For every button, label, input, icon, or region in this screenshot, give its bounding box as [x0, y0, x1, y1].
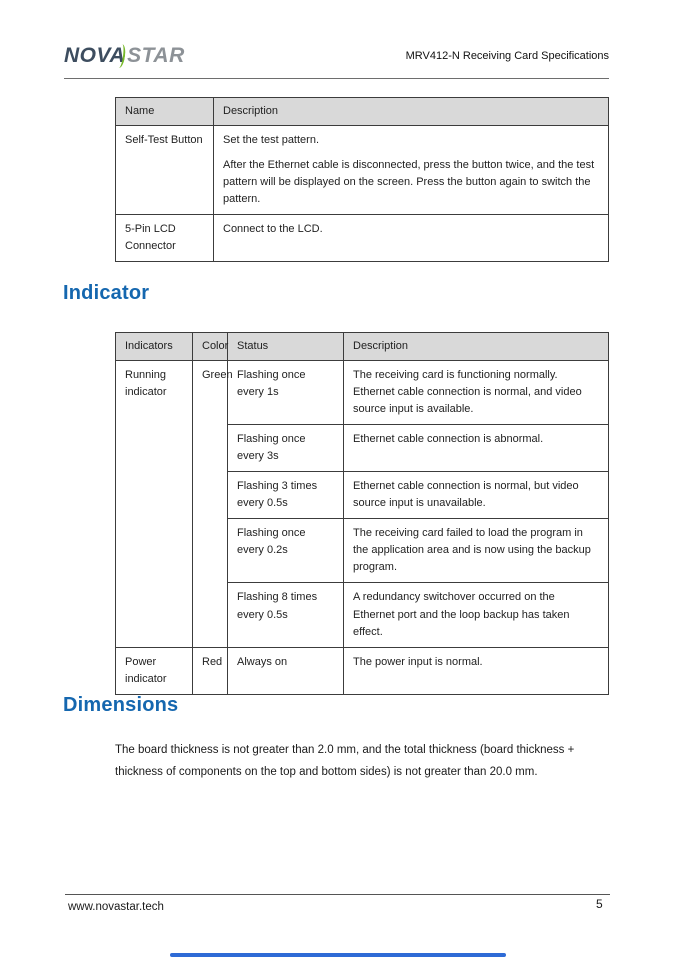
- cell-color: Green: [193, 361, 228, 648]
- cell-indicator: Running indicator: [116, 361, 193, 648]
- cell-description: A redundancy switchover occurred on the Ethernet port and the loop backup has taken effect.: [344, 583, 609, 647]
- column-header-color: Color: [193, 333, 228, 361]
- cell-status: Flashing once every 0.2s: [228, 519, 344, 583]
- cell-description: The power input is normal.: [344, 647, 609, 694]
- cell-status: Flashing once every 1s: [228, 361, 344, 425]
- cell-name: Self-Test Button: [116, 126, 214, 215]
- cell-status: Flashing once every 3s: [228, 425, 344, 472]
- table-row: [116, 361, 609, 425]
- page-number: 5: [596, 897, 603, 911]
- cell-status: Always on: [228, 647, 344, 694]
- footer-divider: [65, 894, 610, 895]
- cell-status: Flashing 3 times every 0.5s: [228, 472, 344, 519]
- cell-status: Flashing 8 times every 0.5s: [228, 583, 344, 647]
- bottom-accent-bar: [170, 953, 506, 957]
- section-heading-dimensions: Dimensions: [63, 694, 179, 716]
- cell-description: Connect to the LCD.: [214, 215, 609, 262]
- document-title: MRV412-N Receiving Card Specifications: [405, 50, 609, 62]
- column-header-status: Status: [228, 333, 344, 361]
- cell-description: [214, 126, 609, 215]
- table-header-row: [116, 333, 609, 361]
- dimensions-paragraph: The board thickness is not greater than 2.0 mm, and the total thickness (board thickness + thickness of components on the top and bottom sides) is not greater than 20.0 mm.: [115, 744, 575, 778]
- footer-website-link[interactable]: www.novastar.tech: [68, 901, 164, 913]
- novastar-logo: [64, 44, 185, 68]
- indicator-status-table: [115, 332, 609, 695]
- column-header-description: Description: [344, 333, 609, 361]
- table-row: [116, 647, 609, 694]
- cell-description: Ethernet cable connection is abnormal.: [344, 425, 609, 472]
- cell-indicator: Power indicator: [116, 647, 193, 694]
- column-header-indicators: Indicators: [116, 333, 193, 361]
- table-header-row: [116, 98, 609, 126]
- cell-color: Red: [193, 647, 228, 694]
- table-row: [116, 215, 609, 262]
- table-row: [116, 126, 609, 215]
- logo-text-star: STAR: [127, 44, 185, 67]
- column-header-name: Name: [116, 98, 214, 126]
- column-header-description: Description: [214, 98, 609, 126]
- description-paragraph: After the Ethernet cable is disconnected, press the button twice, and the test pattern will be displayed on the screen. Press the button again to switch the pattern.: [223, 159, 595, 206]
- cell-name: 5-Pin LCD Connector: [116, 215, 214, 262]
- cell-description: The receiving card failed to load the program in the application area and is now using the backup program.: [344, 519, 609, 583]
- page-header: [64, 42, 609, 79]
- cell-description: Ethernet cable connection is normal, but video source input is unavailable.: [344, 472, 609, 519]
- description-paragraph: Set the test pattern.: [223, 134, 320, 146]
- logo-text-nova: NOVA: [64, 44, 126, 67]
- connector-description-table: [115, 97, 609, 262]
- section-heading-indicator: Indicator: [63, 282, 150, 304]
- cell-description: The receiving card is functioning normally. Ethernet cable connection is normal, and video source input is available.: [344, 361, 609, 425]
